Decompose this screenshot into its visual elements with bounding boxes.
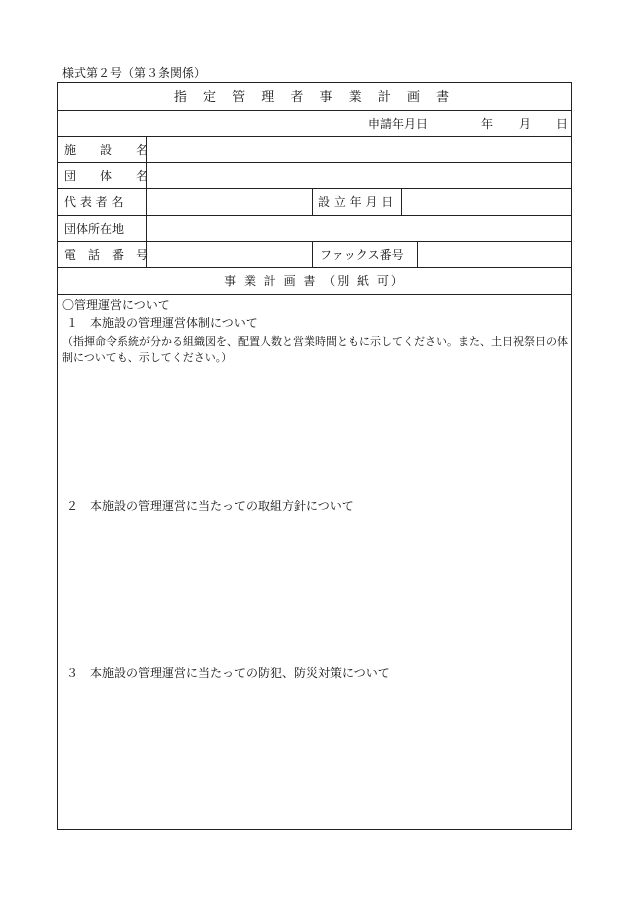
fax-number-label: ファックス番号: [320, 248, 404, 262]
item-1-note: （指揮命令系統が分かる組織図を、配置人数と営業時間ともに示してください。また、土日祝祭日の体制についても、示してください。）: [62, 335, 568, 364]
item-2-answer-area[interactable]: [62, 519, 568, 659]
representative-name-field[interactable]: [147, 189, 311, 215]
divider: [58, 294, 571, 295]
plan-form: [57, 82, 572, 830]
divider: [401, 188, 402, 215]
phone-number-label: 電 話 番 号: [64, 248, 149, 262]
application-date-label: 申請年月日: [368, 117, 429, 131]
form-label: 様式第２号（第３条関係）: [62, 66, 207, 80]
form-title: 指 定 管 理 者 事 業 計 画 書: [173, 90, 456, 105]
facility-name-label: 施 設 名: [64, 143, 149, 157]
divider: [312, 188, 313, 215]
item-2-heading: ２ 本施設の管理運営に当たっての取組方針について: [66, 499, 354, 513]
facility-name-field[interactable]: [147, 137, 571, 162]
section-title: 〇管理運営について: [62, 298, 170, 312]
organization-name-label: 団 体 名: [64, 169, 149, 183]
organization-address-label: 団体所在地: [64, 222, 125, 236]
organization-name-field[interactable]: [147, 163, 571, 188]
divider: [58, 267, 571, 268]
item-1-answer-area[interactable]: [62, 373, 568, 493]
representative-name-label: 代 表 者 名: [64, 195, 124, 209]
divider: [417, 241, 418, 267]
fax-number-field[interactable]: [418, 242, 571, 267]
divider: [312, 241, 313, 267]
phone-number-field[interactable]: [147, 242, 311, 267]
item-3-heading: ３ 本施設の管理運営に当たっての防犯、防災対策について: [66, 666, 390, 680]
plan-header: 事 業 計 画 書 （別 紙 可）: [224, 274, 405, 288]
application-date-month[interactable]: 月: [519, 117, 532, 131]
item-1-heading: １ 本施設の管理運営体制について: [66, 316, 258, 330]
application-date-day[interactable]: 日: [556, 117, 569, 131]
divider: [58, 110, 571, 111]
divider: [146, 136, 147, 267]
establishment-date-label: 設 立 年 月 日: [318, 195, 394, 209]
organization-address-field[interactable]: [147, 216, 571, 241]
application-date-year[interactable]: 年: [481, 117, 494, 131]
establishment-date-field[interactable]: [402, 189, 571, 215]
item-3-answer-area[interactable]: [62, 686, 568, 824]
